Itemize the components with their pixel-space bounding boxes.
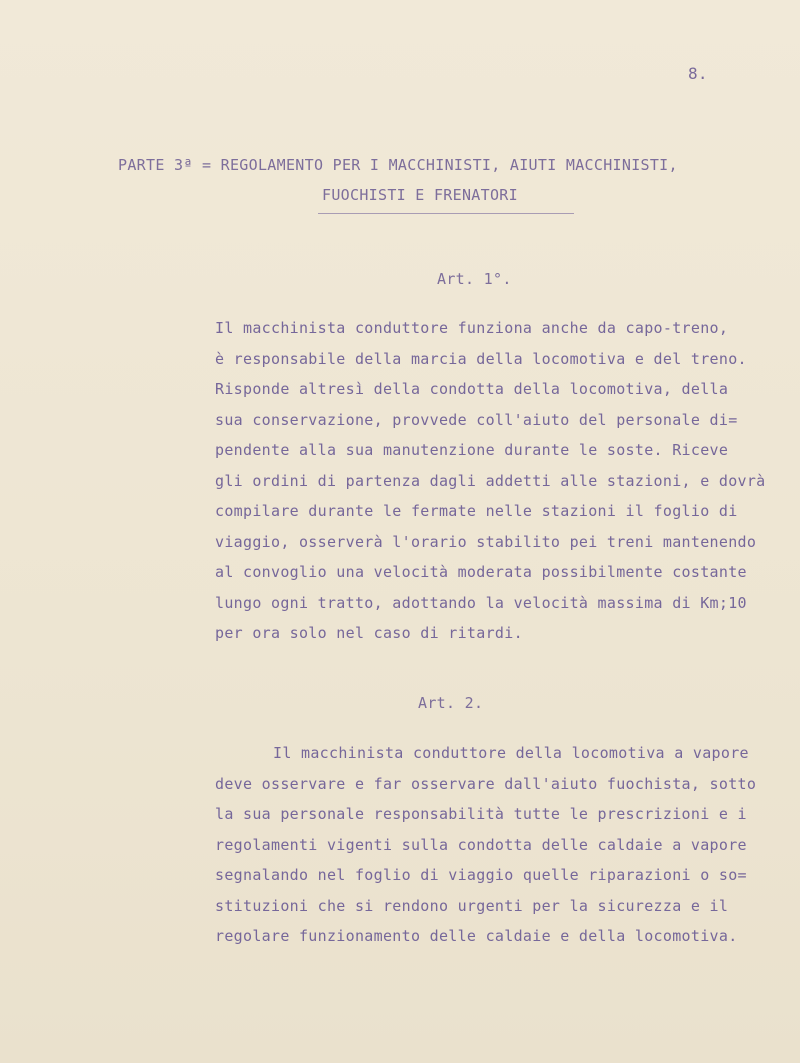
section-heading [118,150,798,210]
article-1-text [215,313,800,649]
article-1-line: Il macchinista conduttore funziona anche da capo-treno, [215,319,729,337]
heading-line-2: FUOCHISTI E FRENATORI [322,186,518,204]
article-2-title: Art. 2. [418,694,484,712]
article-1-line: lungo ogni tratto, adottando la velocità massima di Km;10 [215,593,747,612]
heading-underline [318,213,574,214]
article-1-line: compilare durante le fermate nelle stazioni il foglio di [215,502,738,520]
heading-line-1: PARTE 3ª = REGOLAMENTO PER I MACCHINISTI, AIUTI MACCHINISTI, [118,156,678,174]
article-1-line: al convoglio una velocità moderata possibilmente costante [215,563,747,581]
article-2-line: Il macchinista conduttore della locomotiva a vapore [273,744,749,762]
article-1-line: pendente alla sua manutenzione durante le soste. Riceve [215,441,729,459]
article-2-line: stituzioni che si rendono urgenti per la sicurezza e il [215,896,729,915]
article-1-title: Art. 1°. [437,270,512,288]
page-number: 8. [688,64,708,83]
article-1-line: gli ordini di partenza dagli addetti alle stazioni, e dovrà [215,471,766,490]
article-2-line: segnalando nel foglio di viaggio quelle riparazioni o so= [215,866,747,884]
article-2-line: regolamenti vigenti sulla condotta delle caldaie a vapore [215,835,747,854]
article-1-line: viaggio, osserverà l'orario stabilito pei treni mantenendo [215,532,757,551]
article-2-line: regolare funzionamento delle caldaie e della locomotiva. [215,927,738,945]
article-1-line: è responsabile della marcia della locomotiva e del treno. [215,349,747,368]
article-2-line: deve osservare e far osservare dall'aiuto fuochista, sotto [215,774,757,793]
article-1-line: per ora solo nel caso di ritardi. [215,624,523,642]
article-2-text [215,738,800,952]
article-1-line: sua conservazione, provvede coll'aiuto del personale di= [215,410,738,429]
article-2-line: la sua personale responsabilità tutte le prescrizioni e i [215,805,747,823]
article-1-line: Risponde altresì della condotta della locomotiva, della [215,380,729,398]
